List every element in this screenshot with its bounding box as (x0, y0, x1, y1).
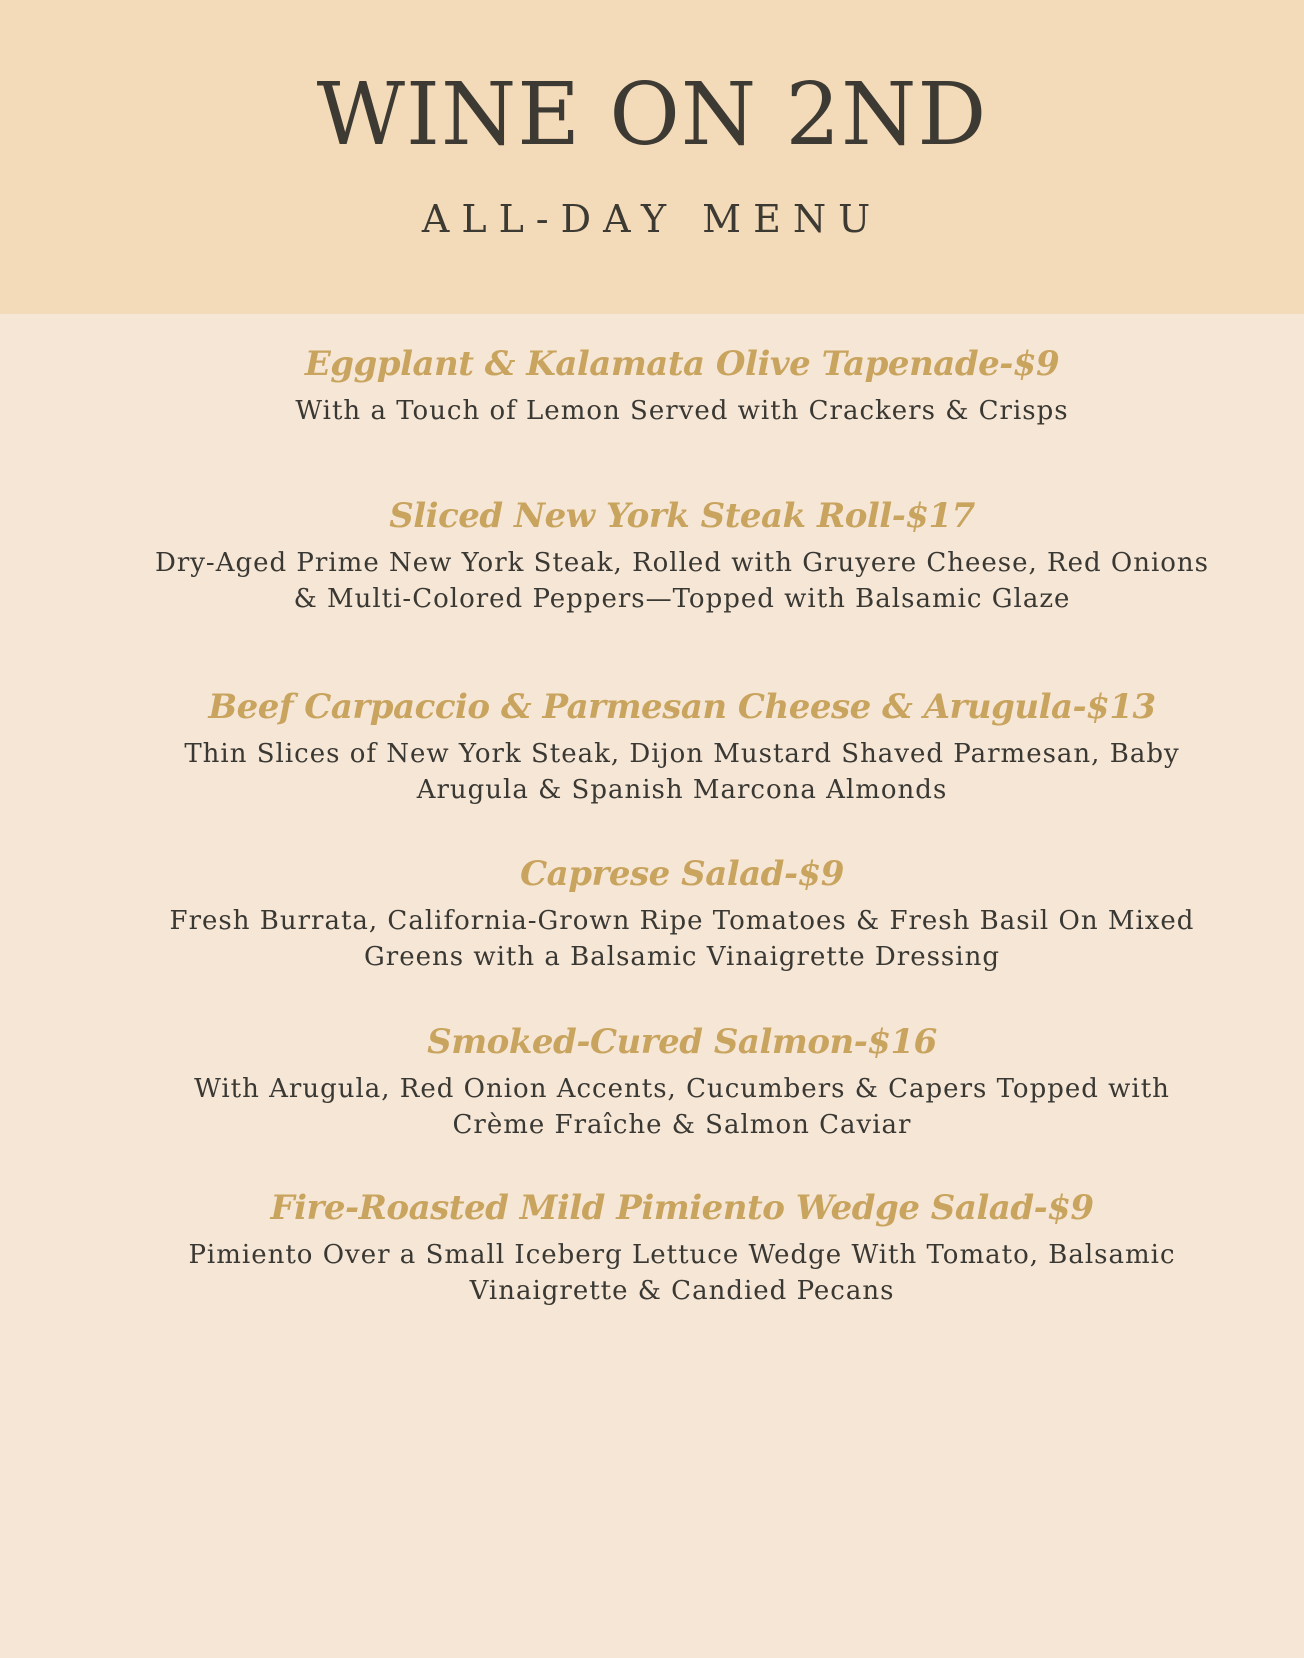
item-description: With Arugula, Red Onion Accents, Cucumbers & Capers Topped with Crème Fraîche & Salmon Caviar (194, 1073, 1170, 1140)
item-name: Eggplant & Kalamata Olive Tapenade-$9 (304, 344, 1060, 384)
item-description: Pimiento Over a Small Iceberg Lettuce Wedge With Tomato, Balsamic Vinaigrette & Candied Pecans (188, 1239, 1176, 1306)
menu-item (150, 344, 1214, 429)
item-name: Fire-Roasted Mild Pimiento Wedge Salad-$9 (270, 1188, 1094, 1228)
item-description: Dry-Aged Prime New York Steak, Rolled with Gruyere Cheese, Red Onions & Multi-Colored Peppers—Topped with Balsamic Glaze (154, 547, 1210, 614)
menu-item (150, 1022, 1214, 1143)
menu-item (150, 1188, 1214, 1309)
item-name: Beef Carpaccio & Parmesan Cheese & Arugula-$13 (208, 687, 1156, 727)
restaurant-title: WINE ON 2ND (316, 65, 988, 165)
menu-subtitle: ALL-DAY MENU (421, 197, 883, 241)
item-name: Caprese Salad-$9 (520, 854, 844, 894)
menu-item (150, 496, 1214, 617)
item-name: Smoked-Cured Salmon-$16 (427, 1022, 937, 1062)
item-name: Sliced New York Steak Roll-$17 (389, 496, 975, 536)
item-description: Thin Slices of New York Steak, Dijon Mustard Shaved Parmesan, Baby Arugula & Spanish Marcona Almonds (184, 738, 1180, 805)
menu-header (0, 0, 1304, 314)
menu-item (150, 854, 1214, 975)
item-description: Fresh Burrata, California-Grown Ripe Tomatoes & Fresh Basil On Mixed Greens with a Balsamic Vinaigrette Dressing (169, 905, 1195, 972)
menu-item (150, 687, 1214, 808)
item-description: With a Touch of Lemon Served with Crackers & Crisps (295, 395, 1069, 426)
